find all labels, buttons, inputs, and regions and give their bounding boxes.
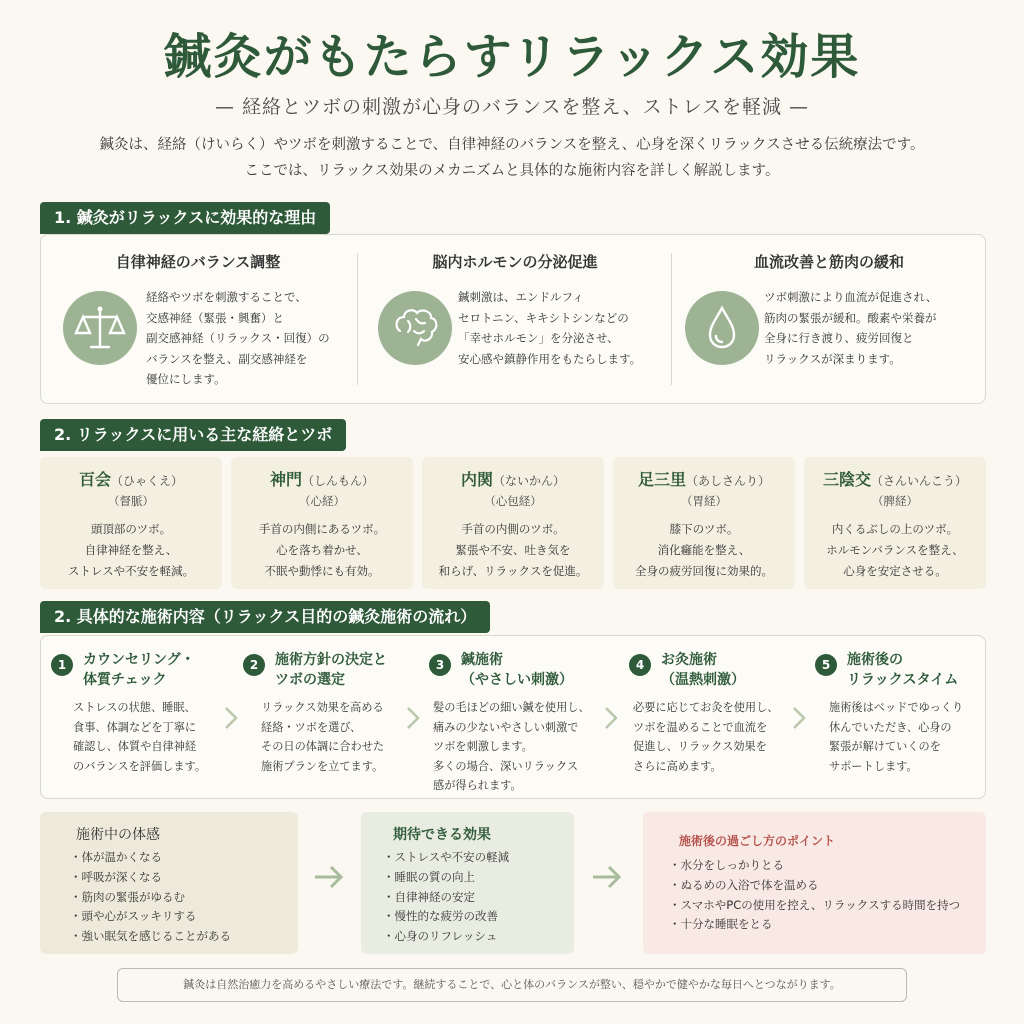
arrow-right-icon: [590, 862, 624, 892]
intro-line-2: ここでは、リラックス効果のメカニズムと具体的な施術内容を詳しく解説します。: [244, 163, 780, 179]
list-item: ・ 水分をしっかりとる: [669, 856, 960, 876]
reason-hormone: [358, 235, 672, 403]
page-subtitle: — 経絡とツボの刺激が心身のバランスを整え、ストレスを軽減 —: [214, 96, 810, 118]
step-title: 鍼施術 （やさしい刺激）: [461, 652, 573, 688]
step-number: 3: [429, 654, 451, 676]
point-reading: （あしさんり）: [686, 474, 771, 488]
effects-list: [383, 848, 509, 947]
point-meridian: （督脈）: [108, 494, 154, 508]
list-item: ・ 筋肉の緊張がゆるむ: [70, 888, 231, 908]
point-card-naikan: [422, 457, 604, 589]
list-item: ・ 心身のリフレッシュ: [383, 927, 509, 947]
list-item: ・ 体が温かくなる: [70, 848, 231, 868]
list-item: ・ ぬるめの入浴で体を温める: [669, 876, 960, 896]
flow-step-moxibustion: [619, 636, 809, 798]
brain-icon: [378, 291, 452, 365]
step-description: 必要に応じてお灸を使用し、 ツボを温めることで血流を 促進し、リラックス効果を さらに高めます。: [633, 701, 779, 773]
list-item: ・ 十分な睡眠をとる: [669, 915, 960, 935]
list-item: ・ 強い眠気を感じることがある: [70, 927, 231, 947]
section1-heading: 1. 鍼灸がリラックスに効果的な理由: [40, 202, 330, 234]
step-number: 2: [243, 654, 265, 676]
point-reading: （しんもん）: [302, 474, 375, 488]
section2-heading: 2. リラックスに用いる主な経絡とツボ: [40, 419, 346, 451]
list-item: ・ スマホやPCの使用を控え、リラックスする時間を持つ: [669, 896, 960, 916]
reason-blood-flow: [672, 235, 986, 403]
footer-note: 鍼灸は自然治癒力を高めるやさしい療法です。継続することで、心と体のバランスが整い、穏やかで健やかな毎日へとつながります。: [117, 968, 907, 1002]
step-number: 5: [815, 654, 837, 676]
step-description: 施術後はベッドでゆっくり 休んでいただき、心身の 緊張が解けていくのを サポートします。: [829, 701, 964, 773]
intro-text: [40, 132, 984, 184]
during-treatment-box: [40, 812, 298, 954]
after-list: [669, 856, 960, 935]
step-description: リラックス効果を高める 経絡・ツボを選び、 その日の体調に合わせた 施術プランを立てます。: [261, 701, 385, 773]
list-item: ・ 自律神経の安定: [383, 888, 509, 908]
during-list: [70, 848, 231, 947]
list-item: ・ 慢性的な疲労の改善: [383, 907, 509, 927]
point-reading: （さんいんこう）: [871, 474, 968, 488]
reason-text: 鍼刺激は、エンドルフィ セロトニン、キキシトシンなどの 「幸せホルモン」を分泌させ、 安心感や鎮静作用をもたらします。: [458, 290, 642, 366]
flow-step-rest: [805, 636, 995, 798]
reason-autonomic: [41, 235, 355, 403]
arrow-right-icon: [601, 704, 621, 732]
water-drop-icon: [685, 291, 759, 365]
point-meridian: （脾経）: [872, 494, 918, 508]
step-title: カウンセリング・ 体質チェック: [83, 652, 195, 688]
list-item: ・ 睡眠の質の向上: [383, 868, 509, 888]
page-title: 鍼灸がもたらすリラックス効果: [163, 29, 861, 85]
step-title: お灸施術 （温熱刺激）: [661, 652, 745, 688]
point-card-shinmon: [231, 457, 413, 589]
step-number: 4: [629, 654, 651, 676]
point-meridian: （心包経）: [484, 494, 542, 508]
flow-step-plan: [233, 636, 423, 798]
step-number: 1: [51, 654, 73, 676]
point-description: 手首の内側にあるツボ。 心を落ち着かせ、 不眠や動悸にも有効。: [258, 522, 386, 578]
point-meridian: （心経）: [299, 494, 345, 508]
point-description: 膝下のツボ。 消化癰能を整え、 全身の疲労回復に効果的。: [635, 522, 773, 578]
point-card-ashisanri: [613, 457, 795, 589]
step-description: 髪の毛ほどの細い鍼を使用し、 痛みの少ないやさしい刺激で ツボを刺激します。 多くの場合、深いリラックス 感が得られます。: [433, 701, 590, 792]
point-reading: （ないかん）: [493, 474, 566, 488]
reasons-panel: [40, 234, 986, 404]
step-title: 施術方針の決定と ツボの選定: [275, 652, 387, 688]
point-description: 頭頂部のツボ。 自律神経を整え、 ストレスや不安を軽減。: [67, 522, 195, 578]
reason-title: 脳内ホルモンの分泌促進: [432, 253, 598, 271]
point-description: 手首の内側のツボ。 緊張や不安、吐き気を 和らげ、リラックスを促進。: [438, 522, 588, 578]
point-name: 神門: [269, 470, 302, 489]
point-reading: （ひゃくえ）: [111, 474, 184, 488]
point-meridian: （胃経）: [681, 494, 727, 508]
reason-text: 経絡やツボを刺激することで、 交感神経（緊張・興奮）と 副交感神経（リラックス・回復）の バランスを整え、副交感神経を 優位にします。: [146, 290, 330, 386]
flow-step-acupuncture: [419, 636, 609, 798]
step-description: ストレスの状態、睡眠、 食事、体調などを丁寧に 確認し、体質や自律神経 のバランスを評価します。: [73, 701, 207, 773]
intro-line-1: 鍼灸は、経絡（けいらく）やツボを刺激することで、自律神経のバランスを整え、心身を深くリラックスさせる伝統療法です。: [99, 137, 925, 153]
list-item: ・ ストレスや不安の軽減: [383, 848, 509, 868]
point-name: 足三里: [637, 470, 686, 489]
point-description: 内くるぶしの上のツボ。 ホルモンバランスを整え、 心身を安定させる。: [826, 522, 964, 578]
after-treatment-box: [643, 812, 986, 954]
point-name: 三陰交: [822, 470, 871, 489]
point-card-hyakue: [40, 457, 222, 589]
reason-title: 自律神経のバランス調整: [115, 253, 281, 271]
list-item: ・ 頭や心がスッキリする: [70, 907, 231, 927]
box-title: 施術中の体感: [76, 827, 160, 843]
flow-step-counseling: [41, 636, 231, 798]
box-title: 期待できる効果: [393, 827, 491, 843]
reason-title: 血流改善と筋肉の緩和: [753, 253, 904, 271]
scale-icon: [63, 291, 137, 365]
reason-text: ツボ刺激により血流が促進され、 筋肉の緊張が緩和。酸素や栄養が 全身に行き渡り、疲労回復と リラックスが深まります。: [764, 290, 938, 366]
treatment-flow-panel: [40, 635, 986, 799]
point-name: 百会: [78, 470, 111, 489]
expected-effects-box: [361, 812, 574, 954]
arrow-right-icon: [312, 862, 346, 892]
list-item: ・ 呼吸が深くなる: [70, 868, 231, 888]
point-card-sanninkou: [804, 457, 986, 589]
point-name: 内関: [460, 470, 493, 489]
box-title: 施術後の過ごし方のポイント: [679, 834, 836, 848]
section3-heading: 2. 具体的な施術内容（リラックス目的の鍼灸施術の流れ）: [40, 601, 490, 633]
step-title: 施術後の リラックスタイム: [847, 652, 959, 688]
